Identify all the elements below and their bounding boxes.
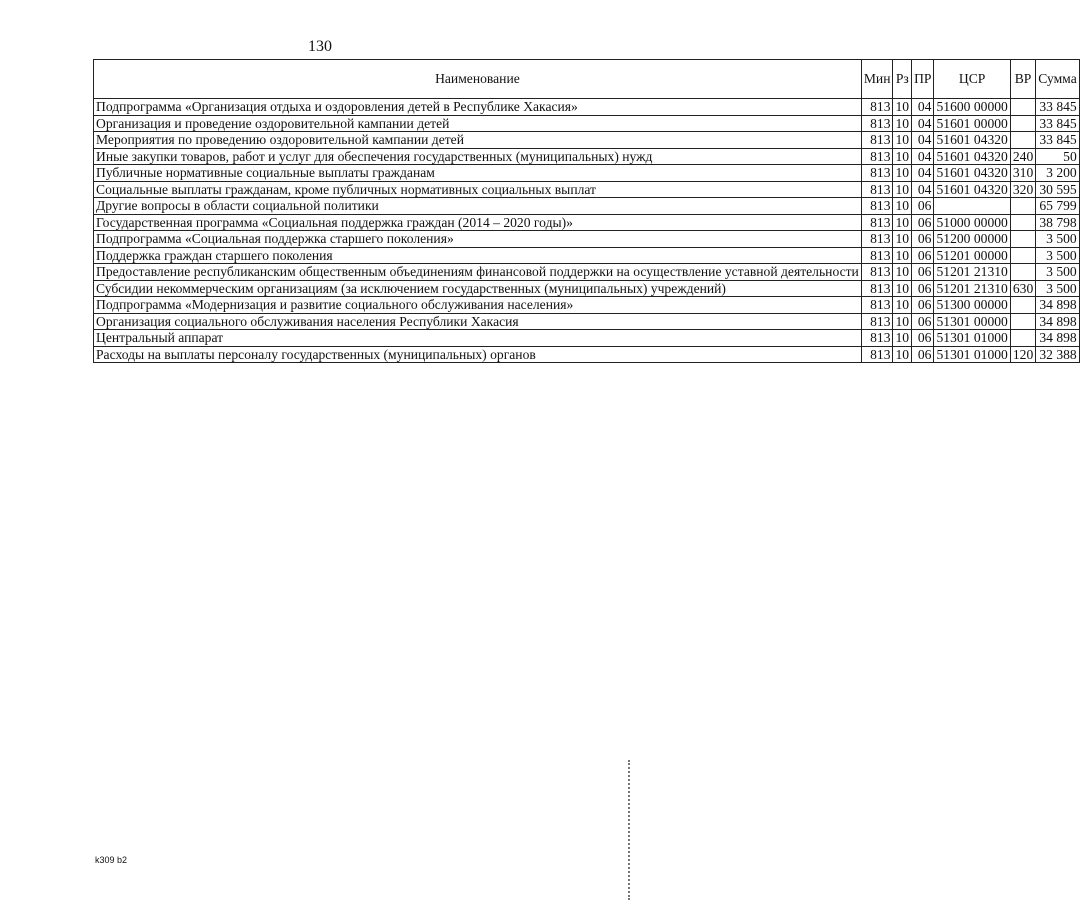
row-pr: 04 [912,165,934,182]
row-rz: 10 [893,280,912,297]
row-sum: 3 500 [1036,231,1080,248]
row-vr [1010,115,1035,132]
row-csr: 51301 01000 [934,346,1010,363]
row-csr: 51201 21310 [934,264,1010,281]
row-pr: 04 [912,115,934,132]
row-csr: 51201 21310 [934,280,1010,297]
page-number: 130 [308,38,332,55]
row-min: 813 [861,264,893,281]
row-csr: 51200 00000 [934,231,1010,248]
table-row [94,214,1080,231]
row-vr [1010,198,1035,215]
row-vr: 310 [1010,165,1035,182]
row-min: 813 [861,313,893,330]
table-row [94,330,1080,347]
row-min: 813 [861,99,893,116]
row-sum: 34 898 [1036,297,1080,314]
row-min: 813 [861,247,893,264]
row-sum: 38 798 [1036,214,1080,231]
row-vr: 120 [1010,346,1035,363]
column-header-csr: ЦСР [934,60,1010,99]
row-min: 813 [861,280,893,297]
row-sum: 3 500 [1036,247,1080,264]
row-vr [1010,313,1035,330]
table-row [94,313,1080,330]
row-csr: 51300 00000 [934,297,1010,314]
row-min: 813 [861,330,893,347]
row-sum: 33 845 [1036,99,1080,116]
table-row [94,231,1080,248]
row-name: Расходы на выплаты персоналу государственных (муниципальных) органов [94,346,862,363]
row-rz: 10 [893,132,912,149]
row-name: Организация социального обслуживания населения Республики Хакасия [94,313,862,330]
column-header-rz: Рз [893,60,912,99]
row-name: Подпрограмма «Социальная поддержка старшего поколения» [94,231,862,248]
row-pr: 04 [912,99,934,116]
row-name: Субсидии некоммерческим организациям (за исключением государственных (муниципальных) учреждений) [94,280,862,297]
row-pr: 06 [912,264,934,281]
row-min: 813 [861,231,893,248]
table-row [94,346,1080,363]
table-header-row [94,60,1080,99]
row-min: 813 [861,214,893,231]
row-vr [1010,264,1035,281]
row-rz: 10 [893,346,912,363]
row-vr [1010,247,1035,264]
row-name: Предоставление республиканским общественным объединениям финансовой поддержки на осуществление уставной деятельности [94,264,862,281]
row-name: Социальные выплаты гражданам, кроме публичных нормативных социальных выплат [94,181,862,198]
row-vr [1010,132,1035,149]
row-rz: 10 [893,231,912,248]
table-row [94,165,1080,182]
row-pr: 06 [912,313,934,330]
row-csr: 51601 04320 [934,148,1010,165]
row-name: Поддержка граждан старшего поколения [94,247,862,264]
row-csr: 51301 00000 [934,313,1010,330]
column-header-sum: Сумма [1036,60,1080,99]
table-row [94,115,1080,132]
row-sum: 34 898 [1036,313,1080,330]
row-min: 813 [861,115,893,132]
row-pr: 04 [912,132,934,149]
row-pr: 06 [912,247,934,264]
row-rz: 10 [893,181,912,198]
row-min: 813 [861,165,893,182]
row-csr: 51000 00000 [934,214,1010,231]
row-name: Публичные нормативные социальные выплаты гражданам [94,165,862,182]
row-csr: 51601 04320 [934,181,1010,198]
row-rz: 10 [893,247,912,264]
row-rz: 10 [893,115,912,132]
row-pr: 06 [912,346,934,363]
row-vr [1010,214,1035,231]
row-min: 813 [861,198,893,215]
row-pr: 06 [912,214,934,231]
row-vr: 240 [1010,148,1035,165]
row-rz: 10 [893,313,912,330]
table-row [94,280,1080,297]
row-pr: 06 [912,280,934,297]
row-rz: 10 [893,297,912,314]
row-name: Подпрограмма «Организация отдыха и оздоровления детей в Республике Хакасия» [94,99,862,116]
row-min: 813 [861,297,893,314]
row-sum: 3 500 [1036,264,1080,281]
row-rz: 10 [893,165,912,182]
row-sum: 65 799 [1036,198,1080,215]
row-min: 813 [861,148,893,165]
column-header-name: Наименование [94,60,862,99]
row-rz: 10 [893,99,912,116]
row-sum: 50 [1036,148,1080,165]
row-vr [1010,99,1035,116]
row-pr: 06 [912,198,934,215]
row-min: 813 [861,132,893,149]
column-header-min: Мин [861,60,893,99]
budget-table [93,59,1080,363]
row-csr: 51301 01000 [934,330,1010,347]
row-sum: 3 500 [1036,280,1080,297]
row-csr: 51600 00000 [934,99,1010,116]
row-name: Подпрограмма «Модернизация и развитие социального обслуживания населения» [94,297,862,314]
table-row [94,247,1080,264]
footer-code: k309 b2 [95,855,128,865]
row-rz: 10 [893,264,912,281]
table-row [94,99,1080,116]
table-body [94,99,1080,363]
scan-edge-marks [628,760,634,900]
row-sum: 33 845 [1036,115,1080,132]
row-vr [1010,330,1035,347]
row-rz: 10 [893,214,912,231]
row-vr: 630 [1010,280,1035,297]
table-row [94,198,1080,215]
table-row [94,297,1080,314]
row-csr: 51601 00000 [934,115,1010,132]
table-row [94,148,1080,165]
row-csr: 51601 04320 [934,165,1010,182]
row-vr [1010,231,1035,248]
row-sum: 30 595 [1036,181,1080,198]
row-sum: 33 845 [1036,132,1080,149]
column-header-pr: ПР [912,60,934,99]
row-pr: 04 [912,148,934,165]
row-csr [934,198,1010,215]
row-csr: 51601 04320 [934,132,1010,149]
row-pr: 06 [912,231,934,248]
row-rz: 10 [893,330,912,347]
row-sum: 32 388 [1036,346,1080,363]
row-sum: 3 200 [1036,165,1080,182]
row-vr [1010,297,1035,314]
row-name: Иные закупки товаров, работ и услуг для обеспечения государственных (муниципальных) нужд [94,148,862,165]
row-rz: 10 [893,198,912,215]
table-row [94,181,1080,198]
row-sum: 34 898 [1036,330,1080,347]
row-pr: 06 [912,330,934,347]
row-name: Государственная программа «Социальная поддержка граждан (2014 – 2020 годы)» [94,214,862,231]
column-header-vr: ВР [1010,60,1035,99]
table-row [94,132,1080,149]
table-row [94,264,1080,281]
row-pr: 04 [912,181,934,198]
row-rz: 10 [893,148,912,165]
row-name: Организация и проведение оздоровительной кампании детей [94,115,862,132]
row-pr: 06 [912,297,934,314]
row-name: Мероприятия по проведению оздоровительной кампании детей [94,132,862,149]
row-min: 813 [861,346,893,363]
row-vr: 320 [1010,181,1035,198]
row-csr: 51201 00000 [934,247,1010,264]
row-name: Другие вопросы в области социальной политики [94,198,862,215]
row-name: Центральный аппарат [94,330,862,347]
row-min: 813 [861,181,893,198]
